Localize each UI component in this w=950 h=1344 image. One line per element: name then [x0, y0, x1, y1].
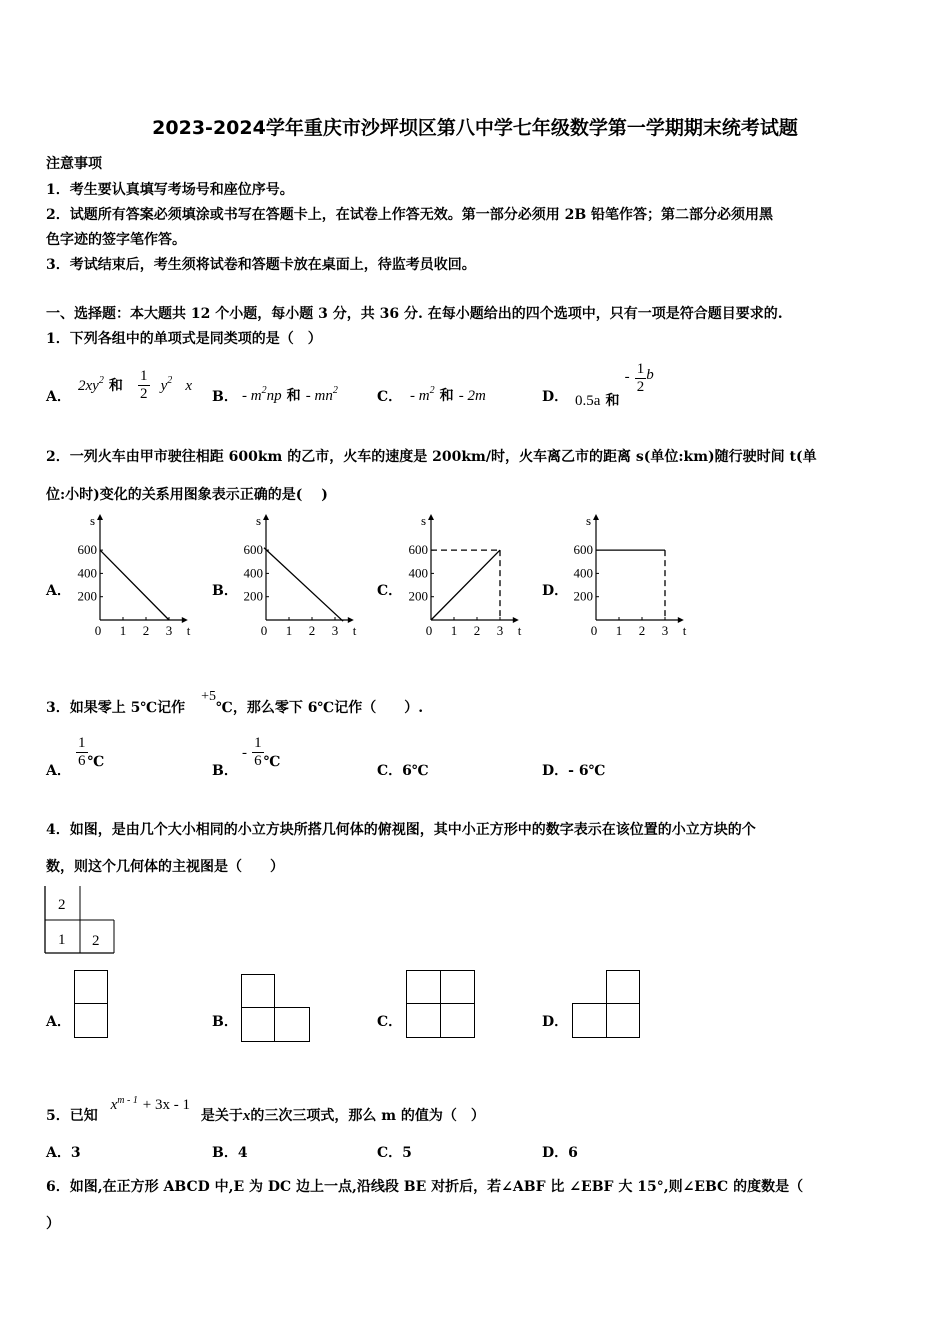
y-tick-label: 600	[243, 542, 263, 558]
notice-heading: 注意事项	[46, 156, 102, 172]
q4-option-c-label: C．	[377, 1014, 403, 1030]
y-tick-label: 200	[77, 588, 97, 604]
x-tick-label: 3	[661, 623, 669, 638]
notice-item-3: 3．考试结束后，考生须将试卷和答题卡放在桌面上，待监考员收回。	[46, 257, 476, 273]
axis-label-s: s	[90, 513, 96, 528]
q4-top-view-grid	[44, 884, 118, 958]
q3-option-c: C．6℃	[377, 763, 429, 779]
q6-stem-line1: 6．如图,在正方形 ABCD 中,E 为 DC 边上一点,沿线段 BE 对折后，若∠ABF 比 ∠EBF 大 15°,则∠EBC 的度数是（	[46, 1179, 804, 1195]
q2-stem-line2: 位:小时)变化的关系用图象表示正确的是( )	[46, 487, 328, 503]
q2-option-a-label: A．	[46, 583, 71, 599]
x-tick-label: 0	[260, 623, 268, 638]
q4-stem-line1: 4．如图，是由几个大小相同的小立方块所搭几何体的俯视图，其中小正方形中的数字表示在该位置的小立方块的个	[46, 822, 756, 838]
x-tick-label: 1	[119, 623, 127, 638]
q3-option-d: D．- 6℃	[542, 763, 606, 779]
axis-label-t: t	[682, 623, 687, 638]
y-tick-label: 200	[243, 588, 263, 604]
q4-option-c-figure	[406, 970, 475, 1038]
y-axis-arrow	[263, 514, 269, 520]
x-tick-label: 0	[94, 623, 102, 638]
x-tick-label: 3	[165, 623, 173, 638]
x-tick-label: 2	[473, 623, 481, 638]
q1-option-a-label: A．	[46, 389, 71, 405]
q4-option-d-figure	[572, 970, 640, 1038]
q1-stem: 1．下列各组中的单项式是同类项的是（ ）	[46, 331, 322, 347]
q1-option-b-label: B．	[212, 389, 238, 405]
axis-label-t: t	[186, 623, 191, 638]
q5-option-b: B．4	[212, 1145, 248, 1161]
grid-cell-top: 2	[58, 897, 66, 913]
graph-d	[568, 510, 693, 640]
x-tick-label: 2	[142, 623, 150, 638]
q5-option-c: C．5	[377, 1145, 412, 1161]
q4-stem-line2: 数，则这个几何体的主视图是（ ）	[46, 859, 284, 875]
x-tick-label: 1	[615, 623, 623, 638]
series-line	[431, 550, 500, 620]
q6-stem-line2: ）	[46, 1216, 60, 1232]
q1-option-d: 0.5a 和 - $\frac{1}{2}$ b	[575, 361, 654, 409]
y-tick-label: 200	[573, 588, 593, 604]
q2-option-b-label: B．	[212, 583, 238, 599]
graph-b	[238, 510, 363, 640]
notice-item-2: 2．试题所有答案必须填涂或书写在答题卡上，在试卷上作答无效。第一部分必须用 2B 铅笔作答；第二部分必须用黑	[46, 207, 774, 223]
x-tick-label: 1	[450, 623, 458, 638]
x-tick-label: 1	[285, 623, 293, 638]
q1-option-d-label: D．	[542, 389, 569, 405]
series-line	[264, 548, 343, 621]
q2-option-c-label: C．	[377, 583, 403, 599]
q4-option-d-label: D．	[542, 1014, 569, 1030]
q5-option-a: A．3	[46, 1145, 81, 1161]
series-line	[100, 550, 169, 620]
q3-option-a: $\frac{1}{6}$ ℃	[78, 735, 105, 770]
axis-label-t: t	[352, 623, 357, 638]
q1-option-b: - $m^2np$ 和 - $mn^2$	[242, 385, 338, 404]
y-tick-label: 400	[243, 565, 263, 581]
notice-item-1: 1．考生要认真填写考场号和座位序号。	[46, 182, 294, 198]
q1-option-c-label: C．	[377, 389, 403, 405]
graph-a	[72, 510, 197, 640]
q1-option-a: $2xy^2$ 和 $\frac{1}{2}$ $y^2$ x	[78, 368, 193, 402]
x-tick-label: 0	[425, 623, 433, 638]
page-title: 2023-2024学年重庆市沙坪坝区第八中学七年级数学第一学期期末统考试题	[152, 117, 798, 139]
y-tick-label: 400	[573, 565, 593, 581]
graph-c	[403, 510, 528, 640]
q3-stem: 3．如果零上 5℃记作+5℃，那么零下 6℃记作（ ）.	[46, 689, 424, 716]
section-heading: 一、选择题：本大题共 12 个小题，每小题 3 分，共 36 分. 在每小题给出的四个选项中，只有一项是符合题目要求的.	[46, 306, 783, 322]
x-tick-label: 2	[638, 623, 646, 638]
q4-option-a-label: A．	[46, 1014, 71, 1030]
x-tick-label: 2	[308, 623, 316, 638]
y-axis-arrow	[97, 514, 103, 520]
y-tick-label: 600	[573, 542, 593, 558]
q3-option-b: - $\frac{1}{6}$ ℃	[242, 735, 281, 770]
q4-option-a-figure	[74, 970, 108, 1038]
y-tick-label: 600	[77, 542, 97, 558]
y-axis-arrow	[593, 514, 599, 520]
q5-option-d: D．6	[542, 1145, 578, 1161]
axis-label-s: s	[586, 513, 592, 528]
grid-cell-bottom-right: 2	[92, 933, 100, 949]
grid-cell-bottom-left: 1	[58, 932, 66, 948]
x-tick-label: 0	[590, 623, 598, 638]
q1-option-c: - $m^2$ 和 - 2m	[410, 385, 486, 404]
q2-stem-line1: 2．一列火车由甲市驶往相距 600km 的乙市，火车的速度是 200km/时，火车离乙市的距离 s(单位:km)随行驶时间 t(单	[46, 449, 817, 465]
y-tick-label: 400	[77, 565, 97, 581]
y-axis-arrow	[428, 514, 434, 520]
x-tick-label: 3	[331, 623, 339, 638]
y-tick-label: 600	[408, 542, 428, 558]
q4-option-b-figure	[241, 974, 310, 1042]
notice-item-2-cont: 色字迹的签字笔作答。	[46, 232, 186, 248]
axis-label-t: t	[517, 623, 522, 638]
y-tick-label: 200	[408, 588, 428, 604]
axis-label-s: s	[256, 513, 262, 528]
q3-option-b-label: B．	[212, 763, 238, 779]
q4-option-b-label: B．	[212, 1014, 238, 1030]
q3-option-a-label: A．	[46, 763, 71, 779]
axis-label-s: s	[421, 513, 427, 528]
x-tick-label: 3	[496, 623, 504, 638]
q5-stem: 5．已知 $x^{m - 1} + 3x - 1$ 是关于x的三次三项式，那么 m 的值为（ ）	[46, 1095, 485, 1124]
y-tick-label: 400	[408, 565, 428, 581]
q2-option-d-label: D．	[542, 583, 569, 599]
